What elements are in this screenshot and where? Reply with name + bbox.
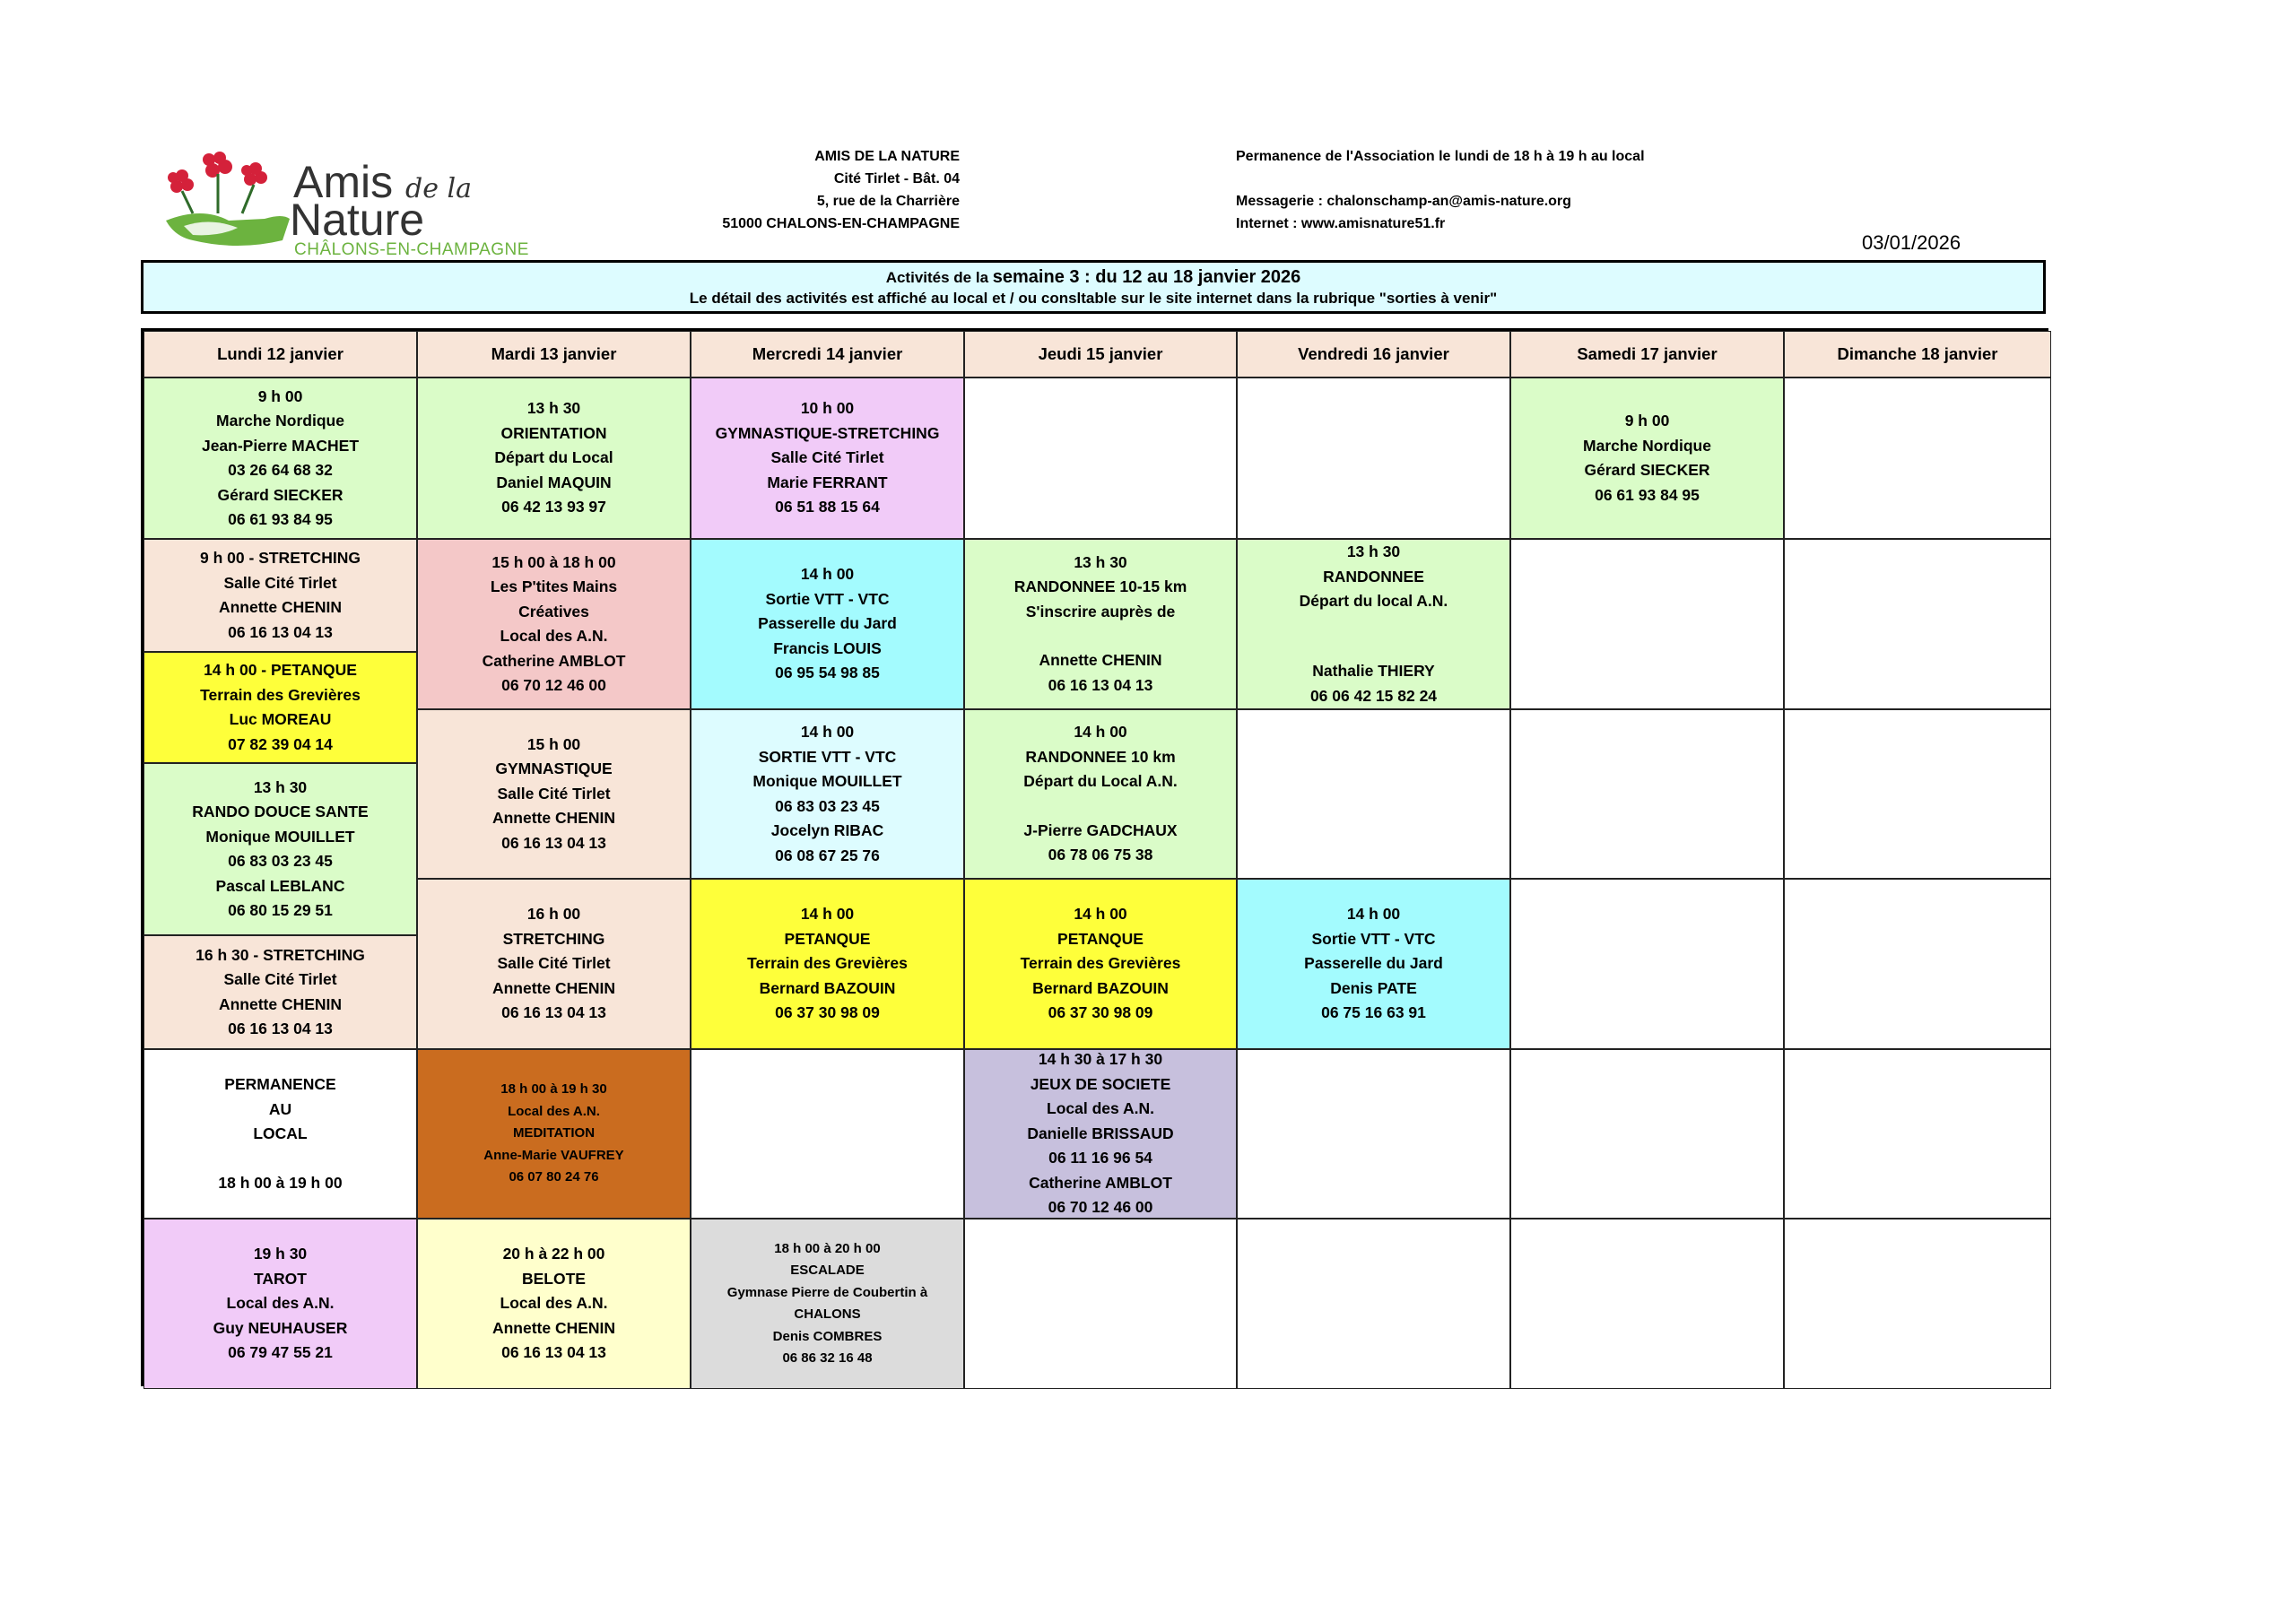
activity-line: RANDONNEE 10 km [1025, 747, 1176, 766]
activity-line: Denis COMBRES [772, 1328, 883, 1344]
week-detail: Le détail des activités est affiché au local et / ou consltable sur le site internet dans la rubrique "sorties à venir" [689, 290, 1498, 307]
activity-line: Salle Cité Tirlet [223, 970, 337, 988]
empty-cell [1784, 1219, 2051, 1389]
empty-cell [691, 1049, 964, 1219]
empty-cell [1237, 1049, 1510, 1219]
activity-line: 16 h 30 - STRETCHING [196, 945, 365, 964]
activity-cell [144, 539, 417, 652]
activity-line: 14 h 00 [1074, 723, 1127, 742]
activity-line: 14 h 30 à 17 h 30 [1038, 1050, 1163, 1069]
activity-line: 9 h 00 [1624, 412, 1670, 430]
activity-line: 06 80 15 29 51 [228, 901, 333, 919]
activity-line: Annette CHENIN [491, 809, 616, 828]
activity-line: 06 61 93 84 95 [228, 510, 333, 528]
activity-line: J-Pierre GADCHAUX [1023, 820, 1178, 839]
activity-line: Catherine AMBLOT [482, 651, 626, 670]
activity-line: 06 37 30 98 09 [1048, 1003, 1153, 1022]
activity-line: 14 h 00 [1074, 905, 1127, 924]
empty-cell [1237, 1219, 1510, 1389]
activity-line: Les P'tites Mains [490, 577, 618, 595]
week-title-prefix: Activités de la [885, 269, 989, 286]
activity-line: Passerelle du Jard [1304, 954, 1443, 973]
document-date: 03/01/2026 [1862, 231, 1961, 254]
activity-line: 14 h 00 [1346, 905, 1401, 924]
activity-line: 19 h 30 [253, 1245, 308, 1263]
empty-cell [1237, 378, 1510, 539]
activity-line: 06 16 13 04 13 [228, 1020, 333, 1037]
activity-line: Monique MOUILLET [205, 827, 355, 846]
activity-line: 14 h 00 [800, 905, 855, 924]
day-header: Vendredi 16 janvier [1237, 331, 1510, 378]
address-line: 51000 CHALONS-EN-CHAMPAGNE [722, 216, 960, 231]
activity-line: Annette CHENIN [218, 598, 343, 616]
activity-line: Gérard SIECKER [217, 485, 344, 504]
activity-line: 10 h 00 [800, 399, 855, 418]
activity-line: Départ du local A.N. [1299, 592, 1448, 610]
logo-word-nature: Nature [290, 195, 425, 245]
empty-cell [1510, 1219, 1784, 1389]
activity-cell [144, 1219, 417, 1389]
activity-line: Annette CHENIN [491, 978, 616, 997]
activity-line: PERMANENCE [224, 1075, 336, 1093]
activity-cell [964, 1049, 1237, 1219]
activity-line: 06 42 13 93 97 [501, 498, 606, 516]
contact-info [1236, 145, 1864, 235]
activity-line: 06 70 12 46 00 [1048, 1198, 1153, 1217]
activity-line: SORTIE VTT - VTC [758, 747, 897, 766]
activity-line: Terrain des Grevières [1020, 954, 1181, 973]
activity-cell [691, 709, 964, 879]
association-logo [157, 151, 552, 258]
day-header: Mardi 13 janvier [417, 331, 691, 378]
activity-cell [691, 378, 964, 539]
activity-line: Sortie VTT - VTC [765, 589, 890, 608]
activity-line: 06 08 67 25 76 [775, 846, 880, 864]
activity-line: 06 75 16 63 91 [1321, 1003, 1426, 1022]
activity-line: 06 51 88 15 64 [775, 498, 880, 516]
address-line: Cité Tirlet - Bât. 04 [833, 171, 960, 187]
activity-line: 18 h 00 à 19 h 00 [218, 1173, 343, 1192]
activity-line: Salle Cité Tirlet [770, 448, 884, 467]
flower-hands-icon [157, 151, 291, 258]
activity-cell [1237, 879, 1510, 1049]
activity-line: Annette CHENIN [218, 994, 343, 1013]
activity-line: GYMNASTIQUE-STRETCHING [715, 423, 940, 442]
empty-cell [1784, 879, 2051, 1049]
activity-line: Daniel MAQUIN [496, 473, 612, 491]
activity-cell [144, 652, 417, 763]
empty-cell [1510, 539, 1784, 709]
activity-line: Annette CHENIN [491, 1318, 616, 1337]
activity-line: 06 16 13 04 13 [228, 622, 333, 641]
activity-line: 13 h 30 [1074, 552, 1127, 571]
activity-cell [144, 378, 417, 539]
activity-line: 06 78 06 75 38 [1048, 846, 1153, 864]
activity-line: RANDONNEE [1323, 567, 1424, 586]
empty-cell [1784, 539, 2051, 709]
permanence-text: Permanence de l'Association le lundi de 18 h à 19 h au local [1236, 149, 1645, 164]
activity-line: Gérard SIECKER [1584, 461, 1710, 479]
logo-word-dela: de la [405, 173, 472, 204]
activity-cell [691, 879, 964, 1049]
day-header: Samedi 17 janvier [1510, 331, 1784, 378]
activity-line: Sortie VTT - VTC [1311, 929, 1436, 948]
activity-line: Local des A.N. [1047, 1099, 1154, 1118]
activity-line: Local des A.N. [500, 1294, 608, 1313]
activity-line: 15 h 00 à 18 h 00 [491, 552, 616, 571]
website-text: Internet : www.amisnature51.fr [1236, 216, 1446, 231]
email-text: Messagerie : chalonschamp-an@amis-nature.org [1236, 194, 1571, 209]
activity-cell [1510, 378, 1784, 539]
activity-line: MEDITATION [512, 1125, 596, 1141]
address-block [628, 145, 960, 235]
activity-line: Local des A.N. [226, 1294, 335, 1313]
activity-line: 14 h 00 - PETANQUE [204, 661, 357, 679]
activity-line: Denis PATE [1330, 978, 1417, 997]
activity-cell [144, 1049, 417, 1219]
activity-line: PETANQUE [784, 929, 871, 948]
activity-line: 06 95 54 98 85 [775, 664, 880, 682]
activity-cell [417, 1049, 691, 1219]
activity-line: 06 07 80 24 76 [509, 1169, 599, 1185]
activity-line: Catherine AMBLOT [1029, 1173, 1172, 1192]
activity-line: 06 83 03 23 45 [228, 852, 333, 870]
activity-line: 15 h 00 [526, 734, 581, 753]
empty-cell [1237, 709, 1510, 879]
logo-city: CHÂLONS-EN-CHAMPAGNE [294, 240, 529, 259]
activity-line: 06 16 13 04 13 [1048, 675, 1153, 694]
empty-cell [1510, 1049, 1784, 1219]
activity-line: STRETCHING [502, 929, 605, 948]
activity-line: Francis LOUIS [773, 638, 882, 657]
activity-line: 9 h 00 [257, 386, 303, 405]
day-header: Jeudi 15 janvier [964, 331, 1237, 378]
activity-line: Salle Cité Tirlet [223, 573, 337, 592]
activity-line: 06 37 30 98 09 [775, 1003, 880, 1022]
activity-line: Local des A.N. [508, 1103, 600, 1119]
week-title [144, 267, 2043, 288]
activity-line: CHALONS [794, 1306, 861, 1322]
activity-line: Passerelle du Jard [758, 614, 897, 633]
activity-cell [417, 879, 691, 1049]
activity-line: AU [268, 1099, 292, 1118]
activity-line: 18 h 00 à 20 h 00 [774, 1240, 881, 1256]
activity-cell [417, 378, 691, 539]
activity-cell [144, 935, 417, 1049]
activity-line: Salle Cité Tirlet [497, 784, 611, 803]
activity-line: Jean-Pierre MACHET [201, 436, 360, 455]
activity-line: Départ du Local [494, 448, 613, 467]
activity-cell [417, 1219, 691, 1389]
activity-line: Marche Nordique [216, 412, 344, 430]
empty-cell [964, 378, 1237, 539]
empty-cell [964, 1219, 1237, 1389]
week-banner [141, 260, 2046, 314]
activity-line: Annette CHENIN [1039, 651, 1162, 670]
activity-line: PETANQUE [1057, 929, 1144, 948]
activity-line: 06 61 93 84 95 [1595, 485, 1700, 504]
activity-line: Danielle BRISSAUD [1027, 1124, 1174, 1142]
activity-line: Terrain des Grevières [747, 954, 908, 973]
activity-line: Luc MOREAU [229, 710, 332, 728]
activity-line: 06 06 42 15 82 24 [1309, 686, 1438, 705]
activity-cell [417, 539, 691, 709]
activity-cell [691, 539, 964, 709]
activity-line: 03 26 64 68 32 [228, 461, 333, 479]
activity-line: Créatives [518, 602, 589, 621]
activity-line: Terrain des Grevières [200, 685, 361, 704]
activity-line: LOCAL [253, 1124, 308, 1142]
activity-line: 18 h 00 à 19 h 30 [500, 1081, 607, 1098]
activity-cell [417, 709, 691, 879]
activity-line: 06 16 13 04 13 [501, 1003, 606, 1022]
activity-line: 07 82 39 04 14 [228, 734, 333, 753]
activity-line: BELOTE [522, 1269, 586, 1288]
activity-line: Départ du Local A.N. [1023, 772, 1178, 791]
activity-line: Anne-Marie VAUFREY [483, 1147, 624, 1163]
activity-cell [1237, 539, 1510, 709]
day-header: Mercredi 14 janvier [691, 331, 964, 378]
activity-cell [691, 1219, 964, 1389]
empty-cell [1510, 879, 1784, 1049]
empty-cell [1784, 1049, 2051, 1219]
activity-line: Salle Cité Tirlet [497, 954, 611, 973]
activity-cell [964, 879, 1237, 1049]
activity-line: 06 86 32 16 48 [782, 1350, 873, 1366]
activity-line: Bernard BAZOUIN [759, 978, 896, 997]
activity-line: 06 83 03 23 45 [775, 796, 880, 815]
activity-cell [964, 539, 1237, 709]
activity-line: Gymnase Pierre de Coubertin à [726, 1284, 928, 1300]
activity-line: 06 16 13 04 13 [501, 833, 606, 852]
activity-line: Marie FERRANT [767, 473, 888, 491]
activity-line: Bernard BAZOUIN [1032, 978, 1169, 997]
empty-cell [1784, 709, 2051, 879]
activity-cell [144, 763, 417, 935]
activity-line: 06 79 47 55 21 [228, 1343, 333, 1362]
activity-line: JEUX DE SOCIETE [1030, 1074, 1171, 1093]
logo-word-amis: Amis de la [293, 157, 472, 207]
day-header: Lundi 12 janvier [144, 331, 417, 378]
activity-line: 13 h 30 [253, 777, 308, 796]
activity-line: 14 h 00 [800, 723, 855, 741]
activity-line: 14 h 00 [800, 565, 855, 584]
empty-cell [1784, 378, 2051, 539]
activity-line: 13 h 30 [526, 399, 581, 418]
activity-line: Marche Nordique [1583, 436, 1711, 455]
activity-line: TAROT [254, 1269, 307, 1288]
activity-line: 06 70 12 46 00 [501, 676, 606, 694]
address-line: AMIS DE LA NATURE [814, 149, 960, 164]
activity-line: ESCALADE [790, 1263, 865, 1278]
address-line: 5, rue de la Charrière [816, 194, 960, 209]
activity-line: 9 h 00 - STRETCHING [200, 549, 361, 567]
activity-line: 20 h à 22 h 00 [502, 1245, 605, 1263]
empty-cell [1510, 709, 1784, 879]
activity-line: 06 16 13 04 13 [501, 1343, 606, 1362]
activity-line: 06 11 16 96 54 [1048, 1149, 1152, 1167]
activity-line: Pascal LEBLANC [215, 876, 345, 895]
activity-line: GYMNASTIQUE [495, 759, 613, 778]
day-header: Dimanche 18 janvier [1784, 331, 2051, 378]
activity-line: Jocelyn RIBAC [770, 821, 884, 839]
activity-line: S'inscrire auprès de [1025, 602, 1176, 621]
activity-line: Monique MOUILLET [752, 772, 902, 790]
activity-line: Nathalie THIERY [1312, 662, 1435, 680]
schedule-grid [141, 328, 2048, 1386]
activity-line: 13 h 30 [1346, 542, 1401, 560]
activity-line: RANDONNEE 10-15 km [1013, 577, 1187, 596]
activity-cell [964, 709, 1237, 879]
activity-line: RANDO DOUCE SANTE [192, 803, 369, 820]
activity-line: 16 h 00 [526, 905, 581, 924]
activity-line: Guy NEUHAUSER [213, 1318, 348, 1337]
activity-line: ORIENTATION [500, 423, 607, 442]
week-title-range: semaine 3 : du 12 au 18 janvier 2026 [992, 267, 1301, 287]
activity-line: Local des A.N. [500, 627, 608, 645]
